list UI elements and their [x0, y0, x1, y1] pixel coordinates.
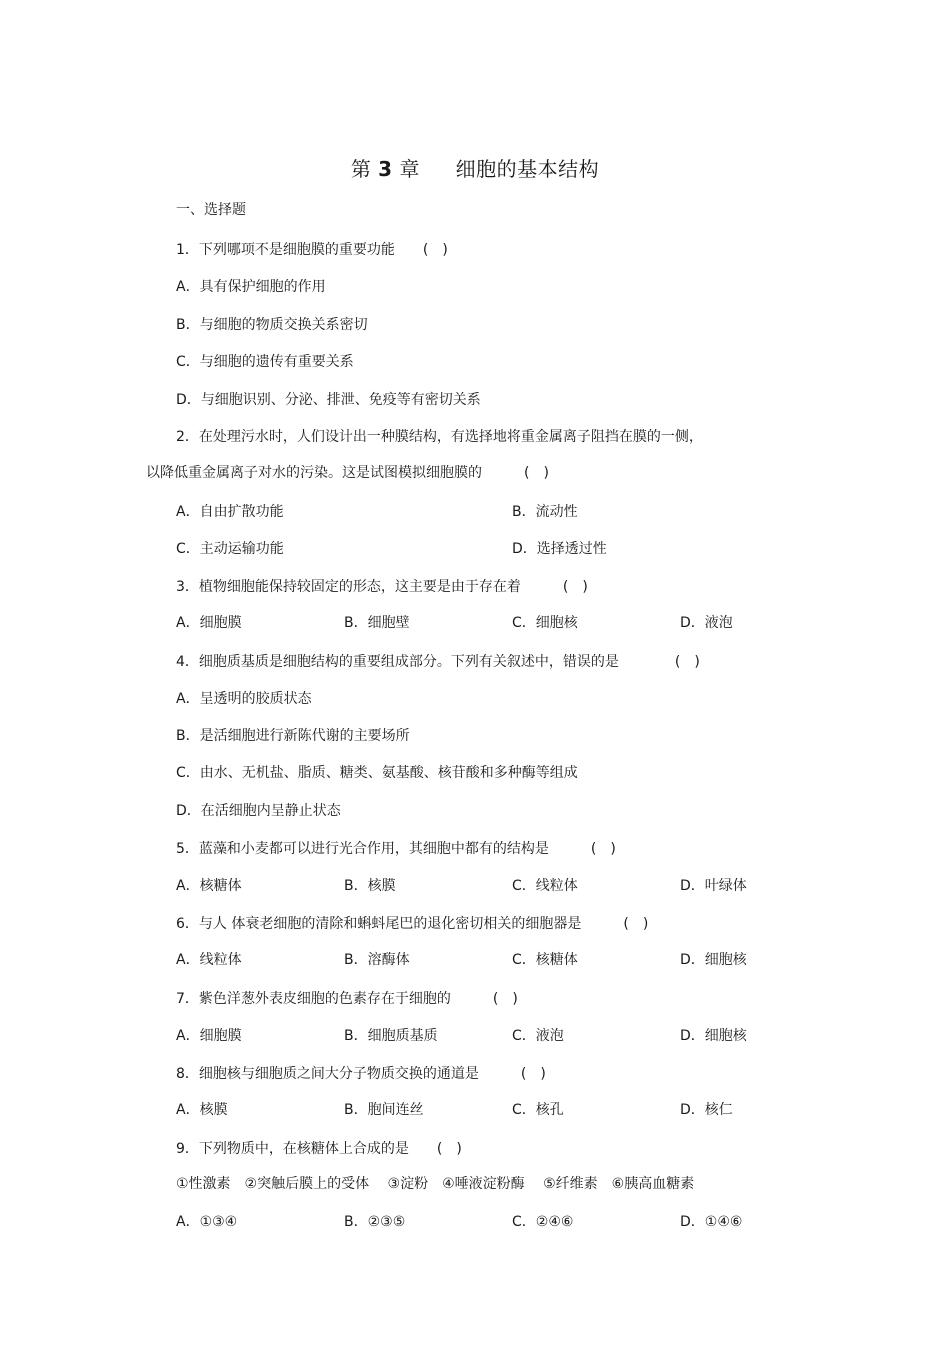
- question-3-option-a: A．细胞膜: [176, 615, 242, 631]
- question-6-option-a: A．线粒体: [176, 952, 242, 968]
- question-5-stem: 5．蓝藻和小麦都可以进行光合作用，其细胞中都有的结构是 ( ): [176, 841, 616, 857]
- question-3-option-c: C．细胞核: [512, 615, 578, 631]
- question-2-stem-line2: 以降低重金属离子对水的污染。这是试图模拟细胞膜的 ( ): [146, 465, 549, 481]
- question-2-option-b: B．流动性: [512, 504, 578, 520]
- question-1-option-a: A．具有保护细胞的作用: [176, 279, 326, 295]
- question-9-stem: 9．下列物质中，在核糖体上合成的是 ( ): [176, 1141, 462, 1157]
- question-2-option-d: D．选择透过性: [512, 541, 607, 557]
- question-7-option-d: D．细胞核: [680, 1028, 747, 1044]
- question-7-option-b: B．细胞质基质: [344, 1028, 438, 1044]
- question-5-option-b: B．核膜: [344, 878, 396, 894]
- question-4-option-b: B．是活细胞进行新陈代谢的主要场所: [176, 728, 410, 744]
- question-3-option-b: B．细胞壁: [344, 615, 410, 631]
- question-6-stem: 6．与人 体衰老细胞的清除和蝌蚪尾巴的退化密切相关的细胞器是 ( ): [176, 916, 649, 932]
- chapter-suffix: 章: [399, 157, 420, 181]
- question-5-option-d: D．叶绿体: [680, 878, 747, 894]
- section-heading: 一、选择题: [176, 202, 246, 218]
- question-2-option-c: C．主动运输功能: [176, 541, 284, 557]
- question-8-option-a: A．核膜: [176, 1102, 228, 1118]
- question-6-option-d: D．细胞核: [680, 952, 747, 968]
- chapter-prefix: 第: [350, 157, 372, 181]
- question-1-option-b: B．与细胞的物质交换关系密切: [176, 317, 368, 333]
- question-8-option-d: D．核仁: [680, 1102, 733, 1118]
- question-8-option-c: C．核孔: [512, 1102, 564, 1118]
- question-6-option-c: C．核糖体: [512, 952, 578, 968]
- question-4-option-a: A．呈透明的胶质状态: [176, 691, 312, 707]
- question-3-stem: 3．植物细胞能保持较固定的形态，这主要是由于存在着 ( ): [176, 579, 588, 595]
- question-9-option-c: C．②④⑥: [512, 1214, 574, 1230]
- question-3-option-d: D．液泡: [680, 615, 733, 631]
- question-8-option-b: B．胞间连丝: [344, 1102, 424, 1118]
- question-5-option-a: A．核糖体: [176, 878, 242, 894]
- question-1-stem: 1．下列哪项不是细胞膜的重要功能 ( ): [176, 242, 448, 258]
- question-4-option-d: D．在活细胞内呈静止状态: [176, 803, 341, 819]
- question-7-option-c: C．液泡: [512, 1028, 564, 1044]
- question-1-option-d: D．与细胞识别、分泌、排泄、免疫等有密切关系: [176, 392, 481, 408]
- question-4-stem: 4．细胞质基质是细胞结构的重要组成部分。下列有关叙述中，错误的是 ( ): [176, 654, 700, 670]
- question-4-option-c: C．由水、无机盐、脂质、糖类、氨基酸、核苷酸和多种酶等组成: [176, 765, 578, 781]
- question-6-option-b: B．溶酶体: [344, 952, 410, 968]
- question-5-option-c: C．线粒体: [512, 878, 578, 894]
- question-1-option-c: C．与细胞的遗传有重要关系: [176, 354, 354, 370]
- question-2-option-a: A．自由扩散功能: [176, 504, 284, 520]
- question-7-stem: 7．紫色洋葱外表皮细胞的色素存在于细胞的 ( ): [176, 991, 518, 1007]
- question-2-stem-line1: 2．在处理污水时，人们设计出一种膜结构，有选择地将重金属离子阻挡在膜的一侧，: [176, 429, 703, 445]
- chapter-title: [0, 153, 950, 182]
- question-9-option-b: B．②③⑤: [344, 1214, 406, 1230]
- question-9-option-a: A．①③④: [176, 1214, 238, 1230]
- question-8-stem: 8．细胞核与细胞质之间大分子物质交换的通道是 ( ): [176, 1066, 546, 1082]
- chapter-name: 细胞的基本结构: [455, 157, 600, 181]
- question-9-option-d: D．①④⑥: [680, 1214, 743, 1230]
- question-7-option-a: A．细胞膜: [176, 1028, 242, 1044]
- question-9-items: ①性激素 ②突触后膜上的受体 ③淀粉 ④唾液淀粉酶 ⑤纤维素 ⑥胰高血糖素: [176, 1176, 695, 1192]
- chapter-number: 3: [378, 157, 393, 181]
